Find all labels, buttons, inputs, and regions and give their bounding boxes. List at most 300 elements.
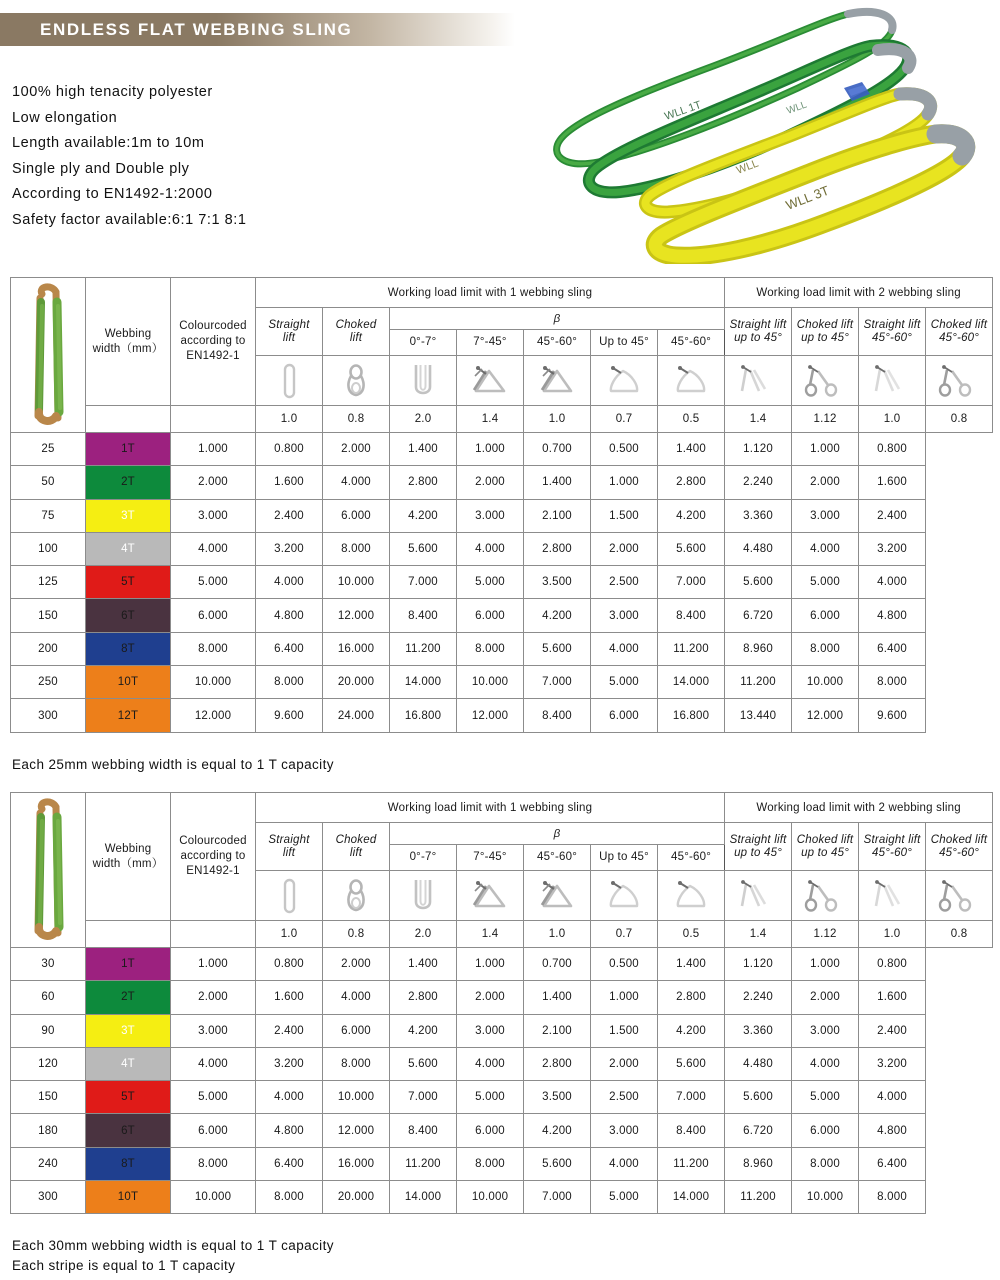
colour-code-badge: 2T xyxy=(86,466,171,499)
choked-basket-45-60-icon xyxy=(671,878,711,914)
group-header-two-sling: Working load limit with 2 webbing sling xyxy=(725,793,993,823)
colourcoded-header-l3: EN1492-1 xyxy=(186,865,240,877)
table-row xyxy=(11,666,993,699)
table-row xyxy=(11,1114,993,1147)
col-head-basket-45-60: 45°-60° xyxy=(524,330,591,356)
wll-value: 3.360 xyxy=(725,499,792,532)
factor-two-straight-45: 1.4 xyxy=(725,406,792,433)
colour-code-badge: 6T xyxy=(86,599,171,632)
wll-value: 4.200 xyxy=(524,1114,591,1147)
factor-choked-lift: 0.8 xyxy=(323,921,390,948)
colour-code-badge: 4T xyxy=(86,532,171,565)
colourcoded-header xyxy=(171,278,256,406)
table-row xyxy=(11,566,993,599)
col-head-line1: Choked xyxy=(335,318,377,331)
wll-value: 4.000 xyxy=(591,632,658,665)
wll-value: 3.000 xyxy=(457,1014,524,1047)
wll-value: 6.000 xyxy=(323,499,390,532)
wll-value: 4.000 xyxy=(256,566,323,599)
col-head-line2: up to 45° xyxy=(801,846,850,859)
wll-value: 0.800 xyxy=(859,948,926,981)
col-head-line1: Straight lift xyxy=(863,318,921,331)
colour-code-badge: 10T xyxy=(86,1181,171,1214)
wll-value: 5.600 xyxy=(725,566,792,599)
webbing-width-value: 150 xyxy=(11,599,86,632)
col-head-line1: Straight lift xyxy=(729,318,787,331)
webbing-width-header-l1: Webbing xyxy=(104,842,152,855)
col-head-line2: up to 45° xyxy=(734,331,783,344)
colour-code-badge: 6T xyxy=(86,1114,171,1147)
col-head-basket-7-45: 7°-45° xyxy=(457,330,524,356)
spec-table-2 xyxy=(10,792,993,1214)
wll-value: 4.000 xyxy=(171,1047,256,1080)
wll-value: 0.700 xyxy=(524,948,591,981)
wll-value: 6.400 xyxy=(859,1147,926,1180)
wll-value: 4.000 xyxy=(591,1147,658,1180)
basket-0-7-icon-cell xyxy=(390,356,457,406)
wll-value: 1.400 xyxy=(524,981,591,1014)
factor-basket-45-60: 1.0 xyxy=(524,406,591,433)
wll-value: 1.400 xyxy=(524,466,591,499)
group-header-one-sling: Working load limit with 1 webbing sling xyxy=(256,278,725,308)
wll-value: 7.000 xyxy=(658,566,725,599)
wll-value: 1.500 xyxy=(591,499,658,532)
col-head-line1: Choked lift xyxy=(796,833,854,846)
wll-value: 7.000 xyxy=(524,666,591,699)
straight-lift-icon xyxy=(277,876,301,916)
col-head-line2: 45°-60° xyxy=(939,846,980,859)
wll-value: 1.000 xyxy=(591,466,658,499)
table-row xyxy=(11,1014,993,1047)
wll-value: 1.600 xyxy=(256,466,323,499)
product-feature-list xyxy=(12,80,472,233)
basket-0-7-icon-cell xyxy=(390,871,457,921)
wll-value: 0.500 xyxy=(591,433,658,466)
col-head-two-choked-upto-45 xyxy=(792,823,859,871)
beta-header: β xyxy=(390,823,725,845)
col-head-line1: Choked lift xyxy=(930,318,988,331)
col-head-two-straight-45-60 xyxy=(859,308,926,356)
wll-value: 8.000 xyxy=(457,632,524,665)
col-head-line2: 45°-60° xyxy=(939,331,980,344)
wll-value: 4.200 xyxy=(658,1014,725,1047)
wll-value: 8.400 xyxy=(390,1114,457,1147)
wll-value: 1.000 xyxy=(457,948,524,981)
wll-value: 8.960 xyxy=(725,1147,792,1180)
wll-value: 1.000 xyxy=(792,433,859,466)
wll-value: 10.000 xyxy=(457,666,524,699)
wll-value: 0.800 xyxy=(256,433,323,466)
col-head-two-choked-upto-45 xyxy=(792,308,859,356)
webbing-width-value: 150 xyxy=(11,1081,86,1114)
wll-value: 8.400 xyxy=(658,599,725,632)
wll-value: 2.500 xyxy=(591,1081,658,1114)
webbing-width-header xyxy=(86,793,171,921)
wll-value: 3.200 xyxy=(859,532,926,565)
table-row xyxy=(11,466,993,499)
choked-basket-upto-45-icon-cell xyxy=(591,871,658,921)
wll-value: 5.600 xyxy=(390,1047,457,1080)
wll-value: 6.000 xyxy=(457,599,524,632)
wll-value: 10.000 xyxy=(323,1081,390,1114)
factor-upto-45: 0.7 xyxy=(591,921,658,948)
table-row xyxy=(11,1047,993,1080)
factor-basket-0-7: 2.0 xyxy=(390,406,457,433)
colourcoded-header-l2: according to xyxy=(180,335,246,347)
wll-value: 12.000 xyxy=(457,699,524,732)
col-head-line2: 45°-60° xyxy=(872,331,913,344)
feature-line: Low elongation xyxy=(12,109,118,126)
factor-cell xyxy=(171,921,256,948)
wll-value: 0.800 xyxy=(256,948,323,981)
basket-0-7-icon xyxy=(410,876,436,916)
table-1-note: Each 25mm webbing width is equal to 1 T capacity xyxy=(12,757,334,772)
basket-7-45-icon xyxy=(470,878,510,914)
wll-value: 2.800 xyxy=(524,1047,591,1080)
feature-line: According to EN1492-1:2000 xyxy=(12,186,213,202)
colour-code-badge: 10T xyxy=(86,666,171,699)
feature-line: Safety factor available:6:1 7:1 8:1 xyxy=(12,211,247,228)
wll-value: 5.000 xyxy=(591,666,658,699)
wll-value: 5.000 xyxy=(591,1181,658,1214)
table-row xyxy=(11,406,993,433)
wll-value: 10.000 xyxy=(323,566,390,599)
page-title-bar xyxy=(0,13,515,46)
wll-value: 4.000 xyxy=(457,1047,524,1080)
wll-value: 11.200 xyxy=(390,1147,457,1180)
wll-value: 1.400 xyxy=(390,948,457,981)
wll-value: 11.200 xyxy=(390,632,457,665)
wll-value: 2.240 xyxy=(725,981,792,1014)
two-sling-choked-45-60-icon xyxy=(938,363,980,399)
wll-value: 6.000 xyxy=(792,1114,859,1147)
factor-two-choked-45: 1.12 xyxy=(792,406,859,433)
wll-value: 1.500 xyxy=(591,1014,658,1047)
wll-value: 5.600 xyxy=(658,532,725,565)
two-sling-straight-45-60-icon-cell xyxy=(859,871,926,921)
table-row xyxy=(11,1181,993,1214)
webbing-width-header-l2: width（mm） xyxy=(92,342,164,355)
wll-value: 1.000 xyxy=(171,948,256,981)
two-sling-straight-45-60-icon xyxy=(871,363,913,399)
col-head-line2: 45°-60° xyxy=(872,846,913,859)
webbing-width-header-l1: Webbing xyxy=(104,327,152,340)
wll-value: 16.000 xyxy=(323,632,390,665)
wll-value: 3.000 xyxy=(591,1114,658,1147)
wll-value: 10.000 xyxy=(792,1181,859,1214)
wll-value: 2.000 xyxy=(591,1047,658,1080)
endless-sling-icon xyxy=(18,280,78,430)
wll-value: 24.000 xyxy=(323,699,390,732)
factor-basket-45-60: 1.0 xyxy=(524,921,591,948)
table-row xyxy=(11,948,993,981)
basket-45-60-icon-cell xyxy=(524,356,591,406)
wll-value: 3.500 xyxy=(524,566,591,599)
wll-value: 3.000 xyxy=(171,499,256,532)
wll-value: 8.000 xyxy=(792,632,859,665)
wll-value: 8.000 xyxy=(792,1147,859,1180)
wll-value: 6.000 xyxy=(323,1014,390,1047)
wll-value: 5.600 xyxy=(725,1081,792,1114)
wll-value: 16.800 xyxy=(390,699,457,732)
col-head-basket-45-60: 45°-60° xyxy=(524,845,591,871)
two-sling-choked-upto-45-icon-cell xyxy=(792,871,859,921)
feature-line: 100% high tenacity polyester xyxy=(12,84,213,100)
wll-value: 3.000 xyxy=(457,499,524,532)
wll-value: 11.200 xyxy=(658,1147,725,1180)
wll-value: 14.000 xyxy=(658,1181,725,1214)
spec-table-2-body xyxy=(11,948,993,1214)
table-row xyxy=(11,921,993,948)
wll-value: 12.000 xyxy=(171,699,256,732)
wll-value: 14.000 xyxy=(390,666,457,699)
col-head-line1: Straight xyxy=(268,833,310,846)
factor-two-choked-45-60: 0.8 xyxy=(926,921,993,948)
webbing-width-value: 300 xyxy=(11,699,86,732)
wll-value: 4.200 xyxy=(390,1014,457,1047)
choked-lift-icon xyxy=(343,361,369,401)
wll-value: 7.000 xyxy=(524,1181,591,1214)
colour-code-badge: 8T xyxy=(86,1147,171,1180)
factor-two-choked-45: 1.12 xyxy=(792,921,859,948)
wll-value: 4.800 xyxy=(256,599,323,632)
wll-value: 8.960 xyxy=(725,632,792,665)
colourcoded-header-l1: Colourcoded xyxy=(179,320,247,332)
basket-0-7-icon xyxy=(410,361,436,401)
table-row xyxy=(11,599,993,632)
wll-value: 4.000 xyxy=(457,532,524,565)
wll-value: 20.000 xyxy=(323,666,390,699)
webbing-width-value: 120 xyxy=(11,1047,86,1080)
wll-value: 2.240 xyxy=(725,466,792,499)
webbing-width-value: 90 xyxy=(11,1014,86,1047)
wll-value: 8.000 xyxy=(256,1181,323,1214)
factor-upto-45: 0.7 xyxy=(591,406,658,433)
col-head-two-choked-45-60 xyxy=(926,823,993,871)
webbing-sling-product-photo xyxy=(548,2,1000,264)
two-sling-choked-upto-45-icon xyxy=(804,363,846,399)
wll-value: 10.000 xyxy=(457,1181,524,1214)
colour-code-badge: 3T xyxy=(86,1014,171,1047)
wll-value: 3.200 xyxy=(859,1047,926,1080)
wll-value: 7.000 xyxy=(390,1081,457,1114)
factor-cell xyxy=(86,406,171,433)
table-2-note-line: Each stripe is equal to 1 T capacity xyxy=(12,1258,236,1273)
wll-value: 3.360 xyxy=(725,1014,792,1047)
wll-value: 4.000 xyxy=(323,981,390,1014)
wll-value: 11.200 xyxy=(725,1181,792,1214)
table-row xyxy=(11,981,993,1014)
group-header-two-sling: Working load limit with 2 webbing sling xyxy=(725,278,993,308)
wll-value: 8.000 xyxy=(457,1147,524,1180)
col-head-two-choked-45-60 xyxy=(926,308,993,356)
col-head-upto-45: Up to 45° xyxy=(591,845,658,871)
col-head-line1: Choked lift xyxy=(796,318,854,331)
wll-value: 5.000 xyxy=(171,566,256,599)
factor-ch-45-60: 0.5 xyxy=(658,921,725,948)
wll-value: 2.000 xyxy=(323,433,390,466)
webbing-width-header xyxy=(86,278,171,406)
wll-value: 9.600 xyxy=(256,699,323,732)
svg-text:WLL: WLL xyxy=(734,157,761,177)
choked-lift-icon-cell xyxy=(323,356,390,406)
wll-value: 4.200 xyxy=(390,499,457,532)
wll-value: 2.800 xyxy=(390,981,457,1014)
table-row xyxy=(11,433,993,466)
wll-value: 2.500 xyxy=(591,566,658,599)
wll-value: 4.000 xyxy=(171,532,256,565)
col-head-line1: Straight lift xyxy=(729,833,787,846)
wll-value: 1.000 xyxy=(591,981,658,1014)
wll-value: 6.000 xyxy=(792,599,859,632)
wll-value: 2.400 xyxy=(859,499,926,532)
wll-value: 10.000 xyxy=(171,1181,256,1214)
colourcoded-header-l3: EN1492-1 xyxy=(186,350,240,362)
table-row xyxy=(11,699,993,732)
wll-value: 3.200 xyxy=(256,532,323,565)
table-row xyxy=(11,793,993,823)
colour-code-badge: 5T xyxy=(86,1081,171,1114)
two-sling-straight-upto-45-icon-cell xyxy=(725,356,792,406)
two-sling-choked-45-60-icon-cell xyxy=(926,871,993,921)
wll-value: 2.800 xyxy=(390,466,457,499)
wll-value: 4.000 xyxy=(256,1081,323,1114)
wll-value: 1.600 xyxy=(859,466,926,499)
colour-code-badge: 1T xyxy=(86,433,171,466)
basket-7-45-icon xyxy=(470,363,510,399)
factor-straight-lift: 1.0 xyxy=(256,406,323,433)
wll-value: 2.400 xyxy=(256,499,323,532)
colourcoded-header xyxy=(171,793,256,921)
wll-value: 1.400 xyxy=(658,948,725,981)
webbing-width-value: 75 xyxy=(11,499,86,532)
wll-value: 1.600 xyxy=(256,981,323,1014)
two-sling-straight-upto-45-icon xyxy=(737,878,779,914)
basket-45-60-icon xyxy=(537,878,577,914)
wll-value: 3.200 xyxy=(256,1047,323,1080)
wll-value: 8.000 xyxy=(323,1047,390,1080)
wll-value: 1.000 xyxy=(457,433,524,466)
wll-value: 6.400 xyxy=(859,632,926,665)
page-title: ENDLESS FLAT WEBBING SLING xyxy=(40,19,353,39)
wll-value: 3.000 xyxy=(171,1014,256,1047)
wll-value: 6.000 xyxy=(171,1114,256,1147)
wll-value: 5.000 xyxy=(457,566,524,599)
wll-value: 2.000 xyxy=(457,981,524,1014)
factor-two-choked-45-60: 0.8 xyxy=(926,406,993,433)
wll-value: 2.000 xyxy=(171,981,256,1014)
wll-value: 9.600 xyxy=(859,699,926,732)
wll-value: 8.400 xyxy=(524,699,591,732)
wll-value: 1.600 xyxy=(859,981,926,1014)
wll-value: 2.800 xyxy=(658,466,725,499)
webbing-width-value: 30 xyxy=(11,948,86,981)
svg-text:WLL 3T: WLL 3T xyxy=(783,182,832,213)
col-head-straight-lift xyxy=(256,308,323,356)
webbing-width-value: 100 xyxy=(11,532,86,565)
colour-code-badge: 4T xyxy=(86,1047,171,1080)
wll-value: 0.500 xyxy=(591,948,658,981)
wll-value: 2.400 xyxy=(256,1014,323,1047)
col-head-line2: up to 45° xyxy=(801,331,850,344)
webbing-width-value: 180 xyxy=(11,1114,86,1147)
table-row xyxy=(11,532,993,565)
two-sling-choked-upto-45-icon xyxy=(804,878,846,914)
wll-value: 8.400 xyxy=(658,1114,725,1147)
col-head-basket-7-45: 7°-45° xyxy=(457,845,524,871)
wll-value: 10.000 xyxy=(792,666,859,699)
wll-value: 14.000 xyxy=(390,1181,457,1214)
wll-value: 8.000 xyxy=(171,632,256,665)
wll-value: 2.400 xyxy=(859,1014,926,1047)
table-row xyxy=(11,1081,993,1114)
wll-value: 7.000 xyxy=(390,566,457,599)
wll-value: 5.000 xyxy=(457,1081,524,1114)
wll-value: 4.200 xyxy=(524,599,591,632)
wll-value: 2.100 xyxy=(524,499,591,532)
two-sling-straight-45-60-icon xyxy=(871,878,913,914)
col-head-line2: lift xyxy=(282,846,296,859)
wll-value: 2.000 xyxy=(323,948,390,981)
wll-value: 0.800 xyxy=(859,433,926,466)
wll-value: 2.000 xyxy=(591,532,658,565)
webbing-width-value: 240 xyxy=(11,1147,86,1180)
wll-value: 6.000 xyxy=(457,1114,524,1147)
webbing-width-value: 25 xyxy=(11,433,86,466)
col-head-ch-45-60: 45°-60° xyxy=(658,330,725,356)
col-head-upto-45: Up to 45° xyxy=(591,330,658,356)
spec-table-1-body xyxy=(11,433,993,733)
col-head-choked-lift xyxy=(323,823,390,871)
wll-value: 5.600 xyxy=(658,1047,725,1080)
wll-value: 14.000 xyxy=(658,666,725,699)
straight-lift-icon-cell xyxy=(256,356,323,406)
wll-value: 8.000 xyxy=(859,666,926,699)
wll-value: 3.500 xyxy=(524,1081,591,1114)
feature-line: Single ply and Double ply xyxy=(12,160,190,177)
spec-table-1 xyxy=(10,277,993,733)
wll-value: 3.000 xyxy=(792,1014,859,1047)
wll-value: 1.120 xyxy=(725,433,792,466)
wll-value: 1.400 xyxy=(658,433,725,466)
wll-value: 3.000 xyxy=(591,599,658,632)
two-sling-straight-45-60-icon-cell xyxy=(859,356,926,406)
col-head-line2: lift xyxy=(349,331,363,344)
choked-basket-45-60-icon-cell xyxy=(658,356,725,406)
wll-value: 6.000 xyxy=(171,599,256,632)
table-row xyxy=(11,499,993,532)
choked-lift-icon xyxy=(343,876,369,916)
colour-code-badge: 8T xyxy=(86,632,171,665)
wll-value: 4.000 xyxy=(792,532,859,565)
wll-value: 4.800 xyxy=(859,1114,926,1147)
col-head-choked-lift xyxy=(323,308,390,356)
factor-two-straight-45-60: 1.0 xyxy=(859,921,926,948)
straight-lift-icon xyxy=(277,361,301,401)
wll-value: 11.200 xyxy=(725,666,792,699)
feature-line: Length available:1m to 10m xyxy=(12,135,205,151)
choked-basket-upto-45-icon-cell xyxy=(591,356,658,406)
col-head-two-straight-upto-45 xyxy=(725,308,792,356)
basket-45-60-icon xyxy=(537,363,577,399)
wll-value: 4.000 xyxy=(792,1047,859,1080)
spec-table-2-wrapper xyxy=(10,792,993,1214)
straight-lift-icon-cell xyxy=(256,871,323,921)
colourcoded-header-l1: Colourcoded xyxy=(179,835,247,847)
table-row xyxy=(11,278,993,308)
factor-basket-0-7: 2.0 xyxy=(390,921,457,948)
wll-value: 8.400 xyxy=(390,599,457,632)
